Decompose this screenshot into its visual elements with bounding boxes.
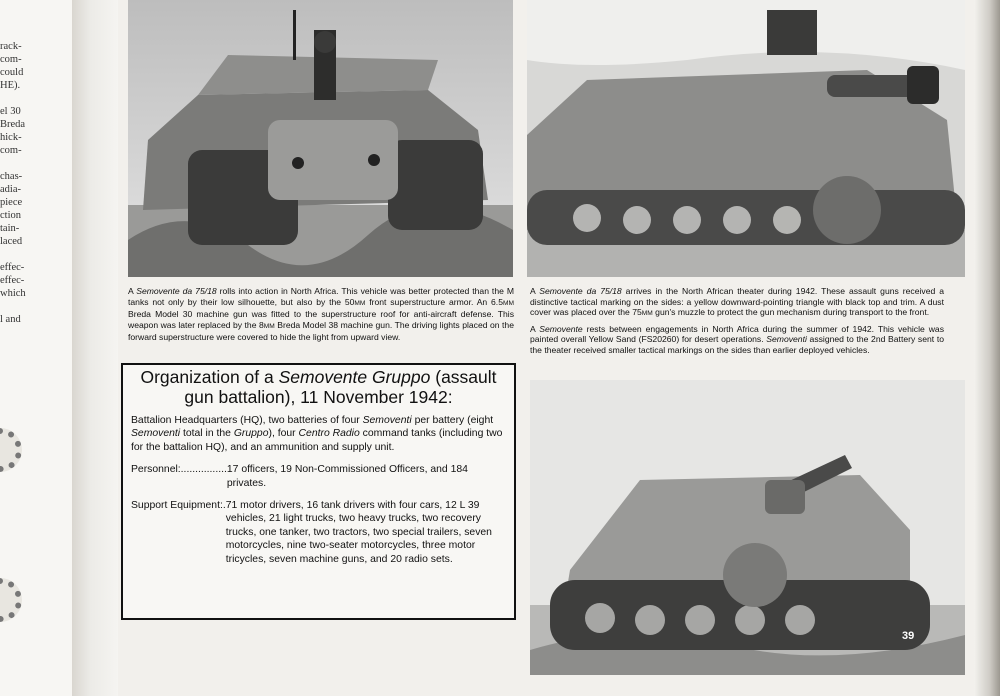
left-page-fragment: el 30 [0,106,21,117]
support-equipment-value: 71 motor drivers, 16 tank drivers with four cars, 12 L 39 vehicles, 21 light trucks, two heavy trucks, two recovery trucks, one tanker, two tractors, two special trailers, seven motorcycles, nine two-seater motorcycles, three motor tricycles, seven machine guns, and 20 radio sets. [225,500,492,565]
support-equipment-row [131,499,506,566]
tank-photo-3 [530,380,965,675]
left-page-fragment: com- [0,145,22,156]
left-page-fragment: com- [0,54,22,65]
left-page-fragment: adia- [0,184,21,195]
caption-photos-2-3 [530,286,944,360]
gear-emblem-icon [0,578,22,622]
caption-photo-1: A Semovente da 75/18 rolls into action in North Africa. This vehicle was better protected than the M tanks not only by their low silhouette, but also by the 50MM front superstructure armor. An 6.5MM Breda Model 30 machine gun was fitted to the superstructure roof for anti-aircraft defense. This weapon was later replaced by the 8MM Breda Model 38 machine gun. The driving lights placed on the forward superstructure were covered to hide the light from upward view. [128,286,514,343]
left-page-fragment: laced [0,236,23,247]
tank-photo-1 [128,0,513,277]
tank-photo-2 [527,0,965,277]
support-equipment-label: Support Equipment:. [131,500,226,512]
left-page-fragment: Breda [0,119,26,130]
page-edge-shadow [974,0,1000,696]
left-page-fragment: piece [0,197,23,208]
left-page-fragment: hick- [0,132,22,143]
organization-sidebar [121,363,516,620]
personnel-row [131,463,506,490]
caption-photo-3: A Semovente rests between engagements in North Africa during the summer of 1942. This vehicle was painted overall Yellow Sand (FS20260) for desert operations. Semoventi assigned to the 2nd Battery sent to the theater received smaller tactical markings on the sides than earlier deployed vehicles. [530,323,945,355]
organization-hq-paragraph: Battalion Headquarters (HQ), two batteries of four Semoventi per battery (eight Semoventi total in the Gruppo), four Centro Radio command tanks (including two for the battalion HQ), and an ammunition and supply unit. [131,415,503,453]
caption-photo-2: A Semovente da 75/18 arrives in the North African theater during 1942. These assault guns received a distinctive tactical marking on the sides: a yellow downward-pointing triangle with black top and trim. A dust cover was placed over the 75MM gun's muzzle to protect the gun mechanism during transport to the front. [530,286,944,318]
left-page-fragment: rack- [0,41,22,52]
organization-title: Organization of a Semovente Gruppo (assault gun battalion), 11 November 1942: [140,367,497,407]
left-page-fragment: effec- [0,262,25,273]
personnel-value: 17 officers, 19 Non-Commissioned Officers, and 184 privates. [226,464,468,489]
left-page-fragment: ction [0,210,21,221]
left-page-fragment: l and [0,314,21,325]
left-page-fragment: tain- [0,223,20,234]
page-gutter [72,0,118,696]
left-page-fragment: could [0,67,24,78]
page-number: 39 [902,630,915,642]
gear-emblem-icon [0,428,22,472]
left-page-fragment: chas- [0,171,23,182]
left-page-fragment: which [0,288,26,299]
left-page-fragment: effec- [0,275,25,286]
left-page-edge [0,0,73,696]
personnel-label: Personnel:................ [131,464,227,476]
left-page-fragment: HE). [0,80,21,91]
